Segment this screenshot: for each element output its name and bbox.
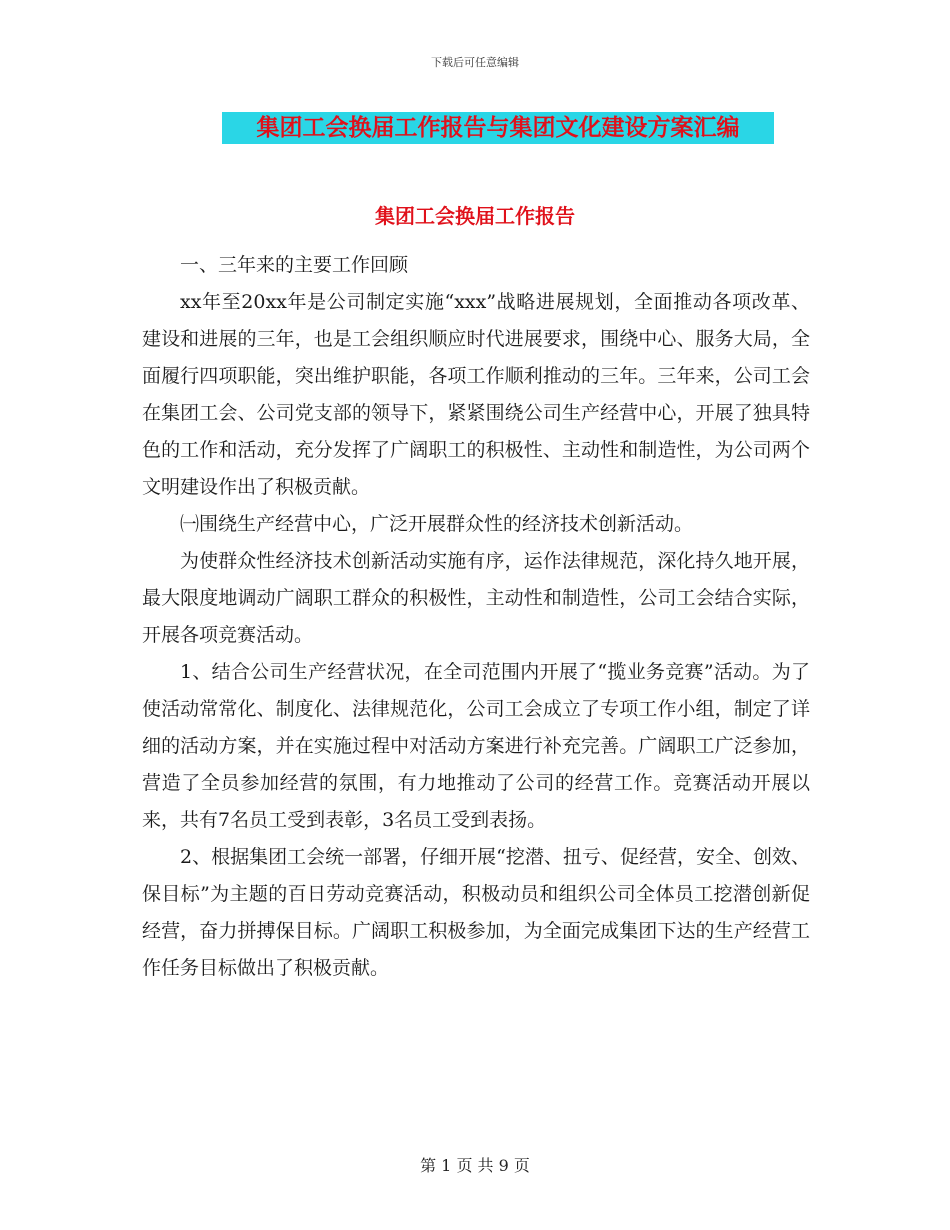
section-title: 集团工会换届工作报告 [375, 204, 575, 228]
body-paragraph: xx年至20xx年是公司制定实施“xxx”战略进展规划，全面推动各项改革、建设和进展的三年，也是工会组织顺应时代进展要求，围绕中心、服务大局，全面履行四项职能，突出维护职能，各项工作顺利推动的三年。三年来，公司工会在集团工会、公司党支部的领导下，紧紧围绕公司生产经营中心，开展了独具特色的工作和活动，充分发挥了广阔职工的积极性、主动性和制造性，为公司两个文明建设作出了积极贡献。 [142, 291, 810, 498]
body-paragraph: 2、根据集团工会统一部署，仔细开展“挖潜、扭亏、促经营，安全、创效、保目标”为主题的百日劳动竞赛活动，积极动员和组织公司全体员工挖潜创新促经营，奋力拼搏保目标。广阔职工积极参加，为全面完成集团下达的生产经营工作任务目标做出了积极贡献。 [142, 846, 810, 979]
header-note: 下载后可任意编辑 [431, 56, 519, 69]
page-number-footer: 第 1 页 共 9 页 [420, 1156, 530, 1175]
subheading-paragraph: ㈠围绕生产经营中心，广泛开展群众性的经济技术创新活动。 [180, 513, 694, 535]
document-body [142, 247, 810, 987]
heading-paragraph: 一、三年来的主要工作回顾 [180, 254, 409, 276]
body-paragraph: 为使群众性经济技术创新活动实施有序，运作法律规范，深化持久地开展，最大限度地调动广阔职工群众的积极性，主动性和制造性，公司工会结合实际，开展各项竞赛活动。 [142, 550, 810, 646]
body-paragraph: 1、结合公司生产经营状况，在全司范围内开展了“揽业务竞赛”活动。为了使活动常常化、制度化、法律规范化，公司工会成立了专项工作小组，制定了详细的活动方案，并在实施过程中对活动方案进行补充完善。广阔职工广泛参加，营造了全员参加经营的氛围，有力地推动了公司的经营工作。竞赛活动开展以来，共有7名员工受到表彰，3名员工受到表扬。 [142, 661, 810, 831]
document-title: 集团工会换届工作报告与集团文化建设方案汇编 [222, 112, 774, 144]
